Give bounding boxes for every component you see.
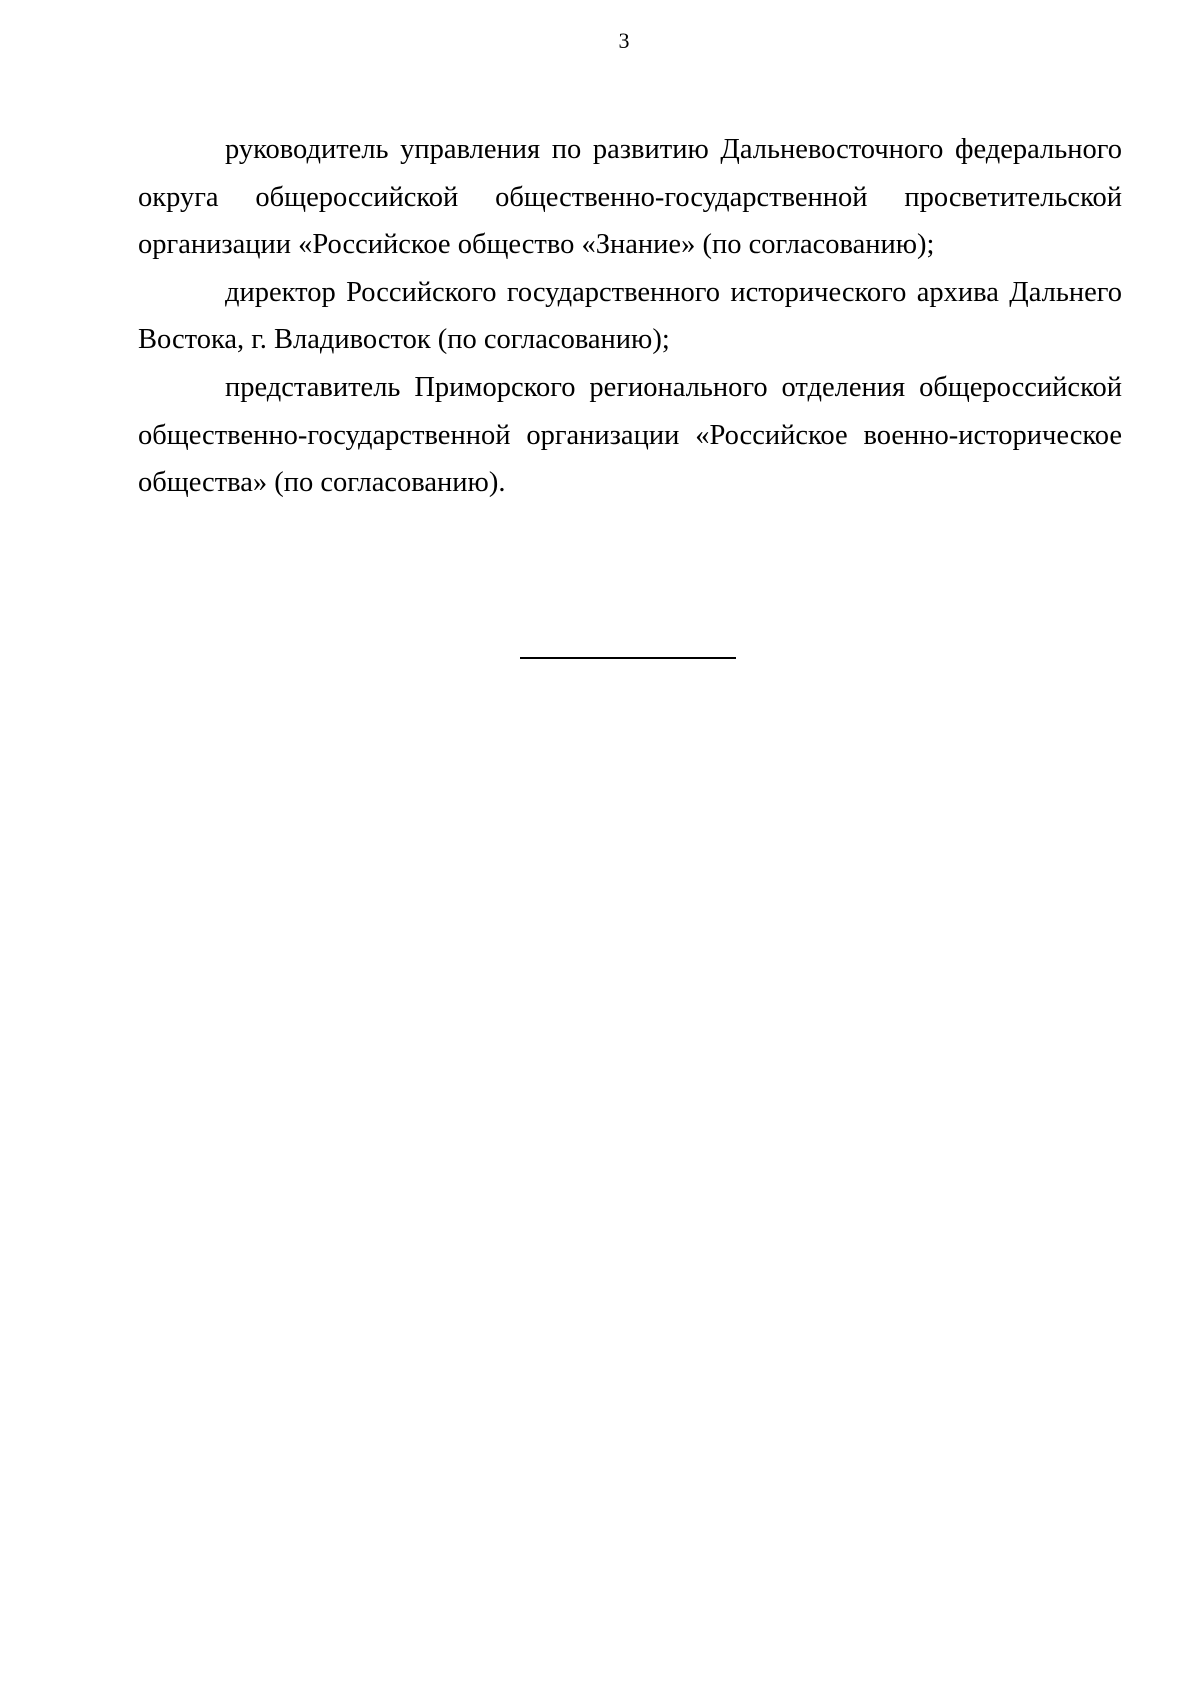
document-body [138,126,1122,507]
paragraph-knowledge-society: руководитель управления по развитию Дальневосточного федерального округа общероссийской общественно-государственной просветительской организации «Российское общество «Знание» (по согласованию); [138,134,1122,261]
page-number: 3 [618,28,630,53]
end-separator-line [520,657,736,659]
paragraph-military-history-society: представитель Приморского регионального отделения общероссийской общественно-государственной организации «Российское военно-историческое общества» (по согласованию). [138,371,1122,499]
paragraph-archive-director: директор Российского государственного исторического архива Дальнего Востока, г. Владивосток (по согласованию); [138,276,1122,356]
